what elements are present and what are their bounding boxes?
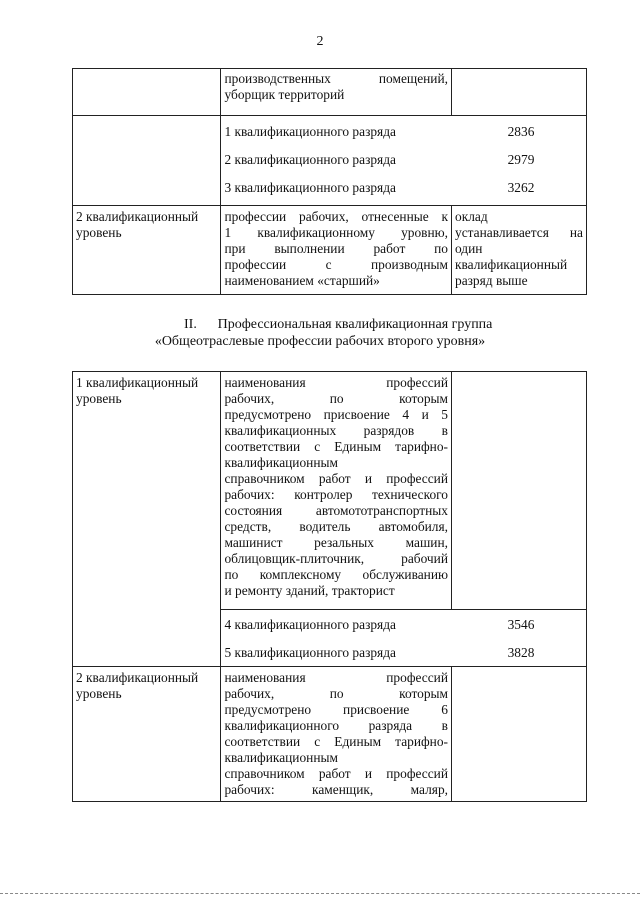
text-line: справочником работ и профессий <box>224 471 448 486</box>
level-label: 2 квалификационный уровень <box>76 670 199 701</box>
text-line: профессии рабочих, отнесенные к <box>224 209 448 224</box>
level-cell-empty <box>73 69 221 116</box>
rank-label: 2 квалификационного разряда <box>224 152 396 167</box>
profession-cell <box>221 372 452 610</box>
text-line: по комплексному обслуживанию <box>224 567 448 582</box>
text-line: оклад <box>455 209 488 224</box>
rank-row <box>221 152 586 180</box>
text-line: наименованием «старший» <box>224 273 380 288</box>
level-cell <box>73 372 221 667</box>
text-line: уборщик территорий <box>224 87 345 102</box>
text-line: квалификационным <box>224 455 338 470</box>
text-line: средств, водитель автомобиля, <box>224 519 448 534</box>
text-line: устанавливается на <box>455 225 583 240</box>
text-line: разряд выше <box>455 273 528 288</box>
salary-cell-empty <box>452 69 587 116</box>
ranks-cell <box>221 610 587 667</box>
table-row <box>73 69 587 116</box>
ranks-cell <box>221 116 587 206</box>
rank-row <box>221 180 586 196</box>
text-line: соответствии с Единым тарифно- <box>224 439 448 454</box>
text-line: соответствии с Единым тарифно- <box>224 734 448 749</box>
table-row <box>73 206 587 295</box>
text-line: квалификационного разряда в <box>224 718 448 733</box>
table-row <box>73 667 587 802</box>
text-line: производственных помещений, <box>224 71 448 86</box>
text-line: и ремонту зданий, тракторист <box>224 583 395 598</box>
text-line: рабочих: каменщик, маляр, <box>224 782 448 797</box>
text-line: квалификационным <box>224 750 338 765</box>
text-line: 1 квалификационному уровню, <box>224 225 448 240</box>
rank-salary: 3262 <box>507 180 535 195</box>
rank-label: 3 квалификационного разряда <box>224 180 396 195</box>
section-title-line1: Профессиональная квалификационная группа <box>217 317 493 332</box>
table-row <box>73 116 587 206</box>
profession-cell <box>221 667 452 802</box>
text-line: справочником работ и профессий <box>224 766 448 781</box>
rank-salary: 3546 <box>507 617 535 632</box>
level-label: 2 квалификационный уровень <box>76 209 199 240</box>
level-label: 1 квалификационный уровень <box>76 375 199 406</box>
rank-label: 1 квалификационного разряда <box>224 124 396 139</box>
text-line: наименования профессий <box>224 670 448 685</box>
text-line: рабочих: контролер технического <box>224 487 448 502</box>
text-line: профессии с производным <box>224 257 448 272</box>
rank-row <box>221 124 586 152</box>
section-title-line2: «Общеотраслевые профессии рабочих второго уровня» <box>154 334 486 349</box>
salary-cell-empty <box>452 667 587 802</box>
level-cell <box>73 206 221 295</box>
rank-salary: 2836 <box>507 124 535 139</box>
salary-table-continued <box>72 68 587 295</box>
text-line: состояния автомототранспортных <box>224 503 448 518</box>
text-line: наименования профессий <box>224 375 448 390</box>
text-line: один <box>455 241 483 256</box>
text-line: рабочих, по которым <box>224 391 448 406</box>
level-cell-empty <box>73 116 221 206</box>
text-line: рабочих, по которым <box>224 686 448 701</box>
page-number: 2 <box>316 34 324 49</box>
salary-cell-empty <box>452 372 587 610</box>
table-row <box>73 372 587 610</box>
rank-label: 5 квалификационного разряда <box>224 645 396 660</box>
rank-label: 4 квалификационного разряда <box>224 617 396 632</box>
level-cell <box>73 667 221 802</box>
text-line: квалификационных разрядов в <box>224 423 448 438</box>
rank-row <box>221 617 586 645</box>
text-line: при выполнении работ по <box>224 241 448 256</box>
salary-note-cell <box>452 206 587 295</box>
page-bottom-divider <box>0 893 640 894</box>
section-heading <box>0 316 640 350</box>
text-line: машинист резальных машин, <box>224 535 448 550</box>
rank-salary: 3828 <box>507 645 535 660</box>
text-line: предусмотрено присвоение 6 <box>224 702 448 717</box>
text-line: квалификационный <box>455 257 568 272</box>
rank-row <box>221 645 586 661</box>
text-line: предусмотрено присвоение 4 и 5 <box>224 407 448 422</box>
section-number: II. <box>184 317 197 332</box>
profession-cell <box>221 69 452 116</box>
salary-table-group-2 <box>72 371 587 802</box>
profession-cell <box>221 206 452 295</box>
rank-salary: 2979 <box>507 152 535 167</box>
text-line: облицовщик-плиточник, рабочий <box>224 551 448 566</box>
